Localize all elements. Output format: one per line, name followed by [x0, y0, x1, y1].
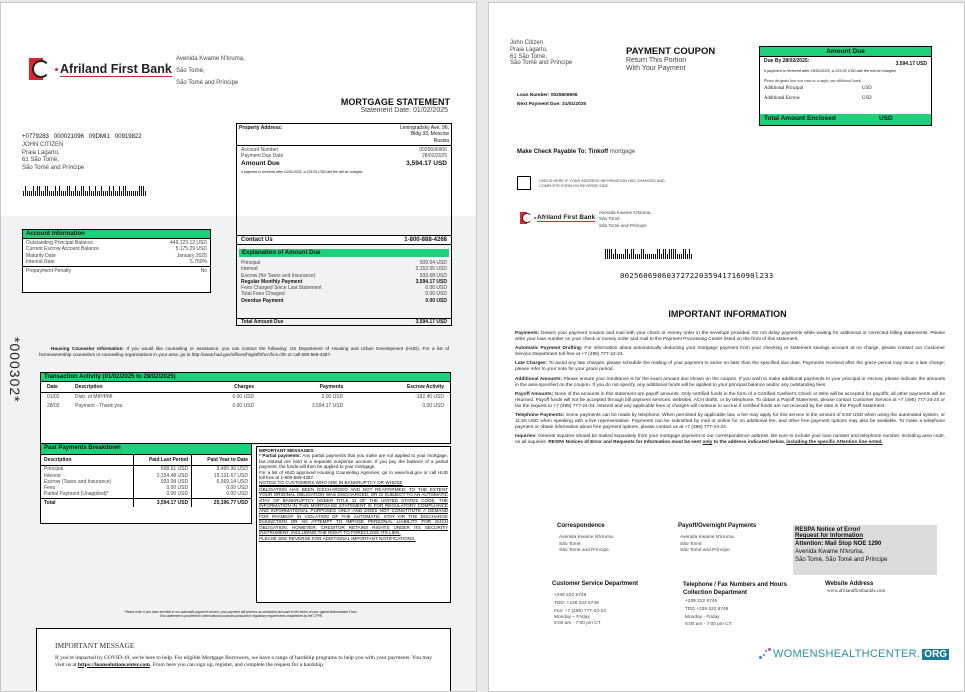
transaction-table [41, 382, 450, 410]
due-by-label: Due By 28/02/2025: [764, 58, 810, 64]
statement-page [0, 2, 477, 692]
coupon-due-amount: 3,594.17 USD [895, 61, 927, 67]
coupon-page [488, 2, 965, 692]
loan-number: Loan Number: 0025606906 [517, 93, 578, 98]
postal-barcode [23, 186, 146, 196]
transaction-activity-title: Transaction Activity (01/02/2025 to 28/02/2025) [41, 373, 450, 382]
past-payments-table [41, 455, 251, 507]
property-address-label: Property Address: [239, 125, 283, 131]
watermark: WOMENSHEALTHCENTER. ORG [759, 648, 949, 660]
account-number-label: Account Number [241, 147, 279, 153]
reverse-side-note: PLEASE SEE REVERSE FOR ADDITIONAL IMPORTANT NOTIFICATIONS. [259, 535, 416, 541]
bankruptcy-notice-text: OBLIGATION HAS BEEN DISCHARGED AND NOT REAFFIRMED: TO THE EXTENT YOUR ORIGINAL OBLIGATION WAS DISCHARGED, OR IS SUBJECT TO AN AUTOMATIC STAY OF BANKRUPTCY UNDER TITLE 11 OF THE UNITED STATES CODE, THE INFORMATION IN THIS MORTGAGE STATEMENT IS FOR REGULATORY COMPLIANCE AND INFORMATIONAL PURPOSES ONLY AND DOES NOT CONSTITUTE A DEMAND FOR PAYMENT IN VIOLATION OF THE AUTOMATIC STAY OR THE DISCHARGE INJUNCTION OR AN ATTEMPT TO IMPOSE PERSONAL LIABILITY FOR SUCH OBLIGATION. HOWEVER, CREDITOR RETAINS RIGHTS UNDER ITS SECURITY INSTRUMENT, INCLUDING THE RIGHT TO FORECLOSE ITS LIEN. [259, 486, 448, 536]
past-payments-box [40, 443, 252, 524]
designate-note: Please designate how you want us to apply any additional funds. [764, 78, 862, 83]
website-url[interactable]: www.afrilandfirstbankls.com [827, 589, 886, 594]
amount-due: 3,594.17 USD [406, 159, 447, 167]
property-box [236, 123, 452, 326]
important-info-sections [515, 331, 945, 447]
coupon-amount-due-title: Amount Due [760, 47, 931, 57]
statement-date: Statement Date: 01/02/2025 [360, 107, 448, 114]
address-change-checkbox[interactable] [517, 176, 531, 190]
statement-title: MORTGAGE STATEMENT [340, 97, 450, 107]
important-message-title: IMPORTANT MESSAGE [55, 641, 135, 650]
loan-solution-link[interactable]: https://loansolutioncenter.com [77, 661, 150, 668]
document-sequence-code: *000302* [7, 337, 23, 403]
late-fee-note: If payment is received after 01/01/2025, a 133.05 USD late fee will be charged. [241, 169, 364, 174]
transaction-row: 28/02 Payment - Thank you 0.00 USD 3,594.17 USD 0.00 USD [47, 402, 444, 409]
important-message-box [36, 628, 451, 692]
explanation-row: Regular Monthly Payment 3,594.17 USD [241, 278, 447, 285]
additional-principal-field[interactable]: Additional Principal USD [764, 85, 872, 91]
coupon-bank-address: Avenida Kwame N'kruma, São Tomé, São Tomé and Príncipe [599, 210, 652, 228]
loan-info [517, 91, 586, 109]
transaction-activity-box [40, 372, 451, 444]
bank-logo [29, 58, 172, 80]
contact-phone: 1-800-888-4268 [404, 237, 447, 243]
account-info-row: Current Escrow Account Balance 5,175.29 USD [26, 246, 207, 253]
info-section: Telephone Payments: Some payments can be made by telephone. When permitted by applicable law, a fee may apply for this service in the amount of 9.50 USD when using the automated system, or 11.50 USD when speaking with a live representative. Payments can be submitted by mail or online for no additional fee, and other free payment options may also be available. To make a telephone payment or obtain information about free payment options, please contact us at +7 (495) 777-24-24. [515, 413, 945, 431]
payoff-block: Payoff/Overnight Payments Avenida Kwame N'kruma, São Tomé, São Tomé and Príncipe [678, 523, 757, 553]
recipient-address: JOHN CITIZEN Praia Lagarto, 61 São Tomé, São Tomé and Príncipe [22, 142, 85, 171]
coupon-bank-logo: Afriland First Bank [520, 212, 595, 224]
past-payments-row: Partial Payment (Unapplied)* 0.00 USD 0.00 USD [41, 491, 251, 498]
correspondence-block: Correspondence Avenida Kwame N'kruma, São Tomé, São Tomé and Príncipe [557, 523, 614, 553]
explanation-row: Fees Charged Since Last Statement 0.00 USD [241, 285, 447, 292]
due-date: 28/02/2025 [421, 153, 447, 160]
hud-note: For a list of HUD approved Housing Counseling Agencies, go to www.hud.gov or call HUD toll free at 1-800-569-4287. [259, 469, 448, 481]
info-section-inquiries: Inquiries: General inquiries should be mailed separately from your mortgage payment to our correspondence address. Be sure to include your loan number and telephone number, including area code, on all inquiries. RESPA Notices of Error and Requests for Information must be sent only to the address indicated below, including the specific Attention line noted. [515, 434, 945, 446]
info-section: Late Charges: To avoid any late charges, please schedule the mailing of your payment to arrive no later than the specified due date. Payments received after the grace period may incur a late charge; please refer to your note for your grace period. [515, 361, 945, 373]
account-info-row: Interest Rate 5.750% [26, 258, 207, 265]
past-payments-row: Interest 2,154.48 USD 15,131.67 USD [41, 473, 251, 479]
coupon-subtitle: Return This Portion With Your Payment [626, 57, 687, 72]
past-payments-total-row: Total 3,594.17 USD 25,196.77 USD [41, 498, 251, 507]
past-payments-row: Fees 0.00 USD 0.00 USD [41, 485, 251, 491]
collection-block: Telephone / Fax Numbers and Hours Collection Department +239 222 6749 TDD +239 222 6749 Monday - Friday 8:00 am - 7:00 pm CT [683, 582, 787, 628]
explanation-table [239, 260, 449, 304]
account-info-box [22, 229, 211, 293]
customer-service-block: Customer Service Department +239 222 6749 TDD: +239 222 6749 Fax: +7 (495) 777-24-24 Monday – Friday 8:00 am - 7:00 pm CT [552, 581, 639, 627]
account-info-title: Account Information [23, 230, 210, 239]
total-amount-due-row: Total Amount Due 3,594.17 USD [237, 318, 451, 325]
respa-block: RESPA Notice of Error/ Request for Information Attention: Mail Stop NOE 1290 Avenida Kwame N'kruma, São Tomé, São Tomé and Príncipe [793, 525, 937, 575]
watermark-dots-icon [759, 648, 771, 660]
transaction-header-row: Date Description Charges Payments Escrow Activity [41, 382, 450, 393]
explanation-title: Explanation of Amount Due [239, 249, 449, 257]
coupon-barcode [605, 249, 692, 259]
account-number: 0025606906 [419, 147, 447, 153]
total-enclosed-row[interactable]: Total Amount Enclosed USD [760, 114, 931, 125]
housing-counselor-info: Housing Counselor Information: If you would like counseling or assistance, you can contact the following: US Department of Housing and Urban Development (HUD). For a list of homeownership counselors or counseling organizations in your area, go to http://www.hud.gov/offices/hsg/sfh/hcc/hcs.cfm or call 800-569-4287. [39, 346, 450, 357]
past-payments-row: Escrow (Taxes and Insurance) 933.08 USD 6,569.14 USD [41, 479, 251, 485]
account-info-row: Outstanding Principal Balance 449,123.12 USD [26, 240, 207, 246]
important-info-title: IMPORTANT INFORMATION [668, 309, 787, 319]
bank-address: Avenida Kwame N'kruma, São Tomé, São Tomé and Príncipe [176, 56, 245, 86]
transaction-row: 01/02 Disb. of MIP/PMI 0.00 USD 0.00 USD -182.40 USD [47, 394, 444, 401]
info-section: Payoff Amounts: None of the amounts in this statement are payoff amounts. Only certified funds in the form of a Certified Cashier's Check or Wire will be accepted for payoffs; all other payments will be returned. Payoff funds will not be accepted through bill payment services, websites, ACH drafts, or by telephone. To obtain a Payoff Statement, please contact Customer Service at +7 (495) 777-24-24 or fax the request to +7 (495) 777-24-24. Interest and any applicable fees or charges will continue to accrue if certified funds are not received by the date in the Payoff Statement. [515, 391, 945, 409]
footnote: Please note: If you have enrolled in our automatic payment service, your payment will process as scheduled pursuant to the terms of your signed Authorization Form. This statement is provided for informational purposes pursuant to regulatory requirements established by the CFPB. [124, 610, 358, 618]
address-change-label: CHECK HERE IF YOUR ADDRESS INFORMATION HAS CHANGED AND COMPLETE FORM ON REVERSE SIDE. [539, 179, 665, 188]
payable-to: Make Check Payable To: Tinkoff mortgage [517, 149, 636, 155]
explanation-row: Interest 2,152.05 USD [241, 266, 447, 273]
bankruptcy-notice-title: NOTICE TO CUSTOMERS WHO ARE IN BANKRUPTCY OR WHOSE [259, 480, 448, 486]
due-date-label: Payment Due Date [241, 153, 284, 160]
explanation-row: Escrow (for Taxes and Insurance) 933.08 USD [241, 272, 447, 279]
prepayment-penalty-label: Prepayment Penalty [26, 268, 72, 275]
additional-escrow-field[interactable]: Additional Escrow USD [764, 95, 872, 101]
respa-attention: Attention: Mail Stop NOE 1290 [795, 541, 882, 547]
important-messages-box: IMPORTANT MESSAGES: * Partial payments: Any partial payments that you make are not applied to your mortgage, but instead are held in a separate suspense account. If you pay the balance of a partial payment, the funds will then be applied to your mortgage. For a list of HUD approved Housing Counseling Agencies, go to www.hud.gov or call HUD toll free at 1-800-569-4287. NOTICE TO CUSTOMERS WHO ARE IN BANKRUPTCY OR WHOSE OBLIGATION HAS BEEN DISCHARGED AND NOT REAFFIRMED: TO THE EXTENT YOUR ORIGINAL OBLIGATION WAS DISCHARGED, OR IS SUBJECT TO AN AUTOMATIC STAY OF BANKRUPTCY UNDER TITLE 11 OF THE UNITED STATES CODE, THE INFORMATION IN THIS MORTGAGE STATEMENT IS FOR REGULATORY COMPLIANCE AND INFORMATIONAL PURPOSES ONLY AND DOES NOT CONSTITUTE A DEMAND FOR PAYMENT IN VIOLATION OF THE AUTOMATIC STAY OR THE DISCHARGE INJUNCTION OR AN ATTEMPT TO IMPOSE PERSONAL LIABILITY FOR SUCH OBLIGATION. HOWEVER, CREDITOR RETAINS RIGHTS UNDER ITS SECURITY INSTRUMENT, INCLUDING THE RIGHT TO FORECLOSE ITS LIEN. PLEASE SEE REVERSE FOR ADDITIONAL IMPORTANT NOTIFICATIONS. [256, 446, 451, 603]
info-section: Payments: Detach your payment coupon and mail with your check or money order in the envelope provided. Do not delay payments while waiting for additional or corrected billing statements. Please write your loan number on your check or money order and mail to the Payment Processing Center listed on the front of this statement. [515, 331, 945, 343]
explanation-row: Principal 509.04 USD [241, 260, 447, 266]
contact-row: Contact Us 1-800-888-4268 [237, 235, 451, 245]
bank-logo-mark-icon [29, 58, 43, 80]
coupon-amount-due-box [759, 46, 932, 126]
account-info-row: Maturity Date January 2025 [26, 252, 207, 259]
payer-address: John Citizen Praia Lagarto, 61 São Tomé, São Tomé and Príncipe [510, 40, 573, 67]
website-block: Website Address www.afrilandfirstbankls.com [825, 581, 886, 594]
bank-name: Afriland First Bank [60, 61, 172, 76]
prepayment-penalty-value: No [200, 268, 207, 275]
important-messages-title: IMPORTANT MESSAGES: [259, 448, 315, 453]
past-payments-row: Principal 508.61 USD 3,495.96 USD [41, 466, 251, 473]
past-payments-title: Past Payments Breakdown [41, 444, 251, 455]
next-payment-due: Next Payment Due: 31/01/2025 [517, 102, 587, 107]
explanation-row: Overdue Payment 0.00 USD [241, 297, 447, 304]
covid-message: If you're impacted by COVID-19, we're here to help. For eligible Mortgage Borrowers, we have a range of hardship programs to help you with your payments. You may visit us at https://loansolutioncenter.com. From here you can sign up, register, and complete the request for a hardship. [55, 655, 433, 668]
info-section: Additional Amounts: Please ensure your remittance is for the exact amount due shown on the coupon. If you wish to make additional payments to your principal or escrow, please indicate the amounts in the area specified on the coupon. If you do not specify, any additional funds will be applied to your principal balance and/or any outstanding fees. [515, 376, 945, 388]
explanation-row: Total Fees Charged 0.00 USD [241, 291, 447, 298]
micr-line: 00256069060372722035941716090l233 [620, 271, 774, 280]
amount-due-label: Amount Due [241, 159, 280, 167]
mailing-code: +0779283 000021096 09DMI1 00919822 [22, 134, 142, 140]
info-section: Automatic Payment Drafting: For information about automatically deducting your mortgage payment from your checking or statement savings account at no charge, please contact our Customer Service Department toll-free at +7 (495) 777-24-24. [515, 346, 945, 358]
coupon-title: PAYMENT COUPON [626, 46, 716, 57]
past-payments-header-row: Description Paid Last Period Paid Year to Date [41, 455, 251, 466]
coupon-late-note: If payment is received after 28/02/2025, a 133.05 USD late fee will be charged. [764, 69, 897, 73]
property-address: Leningradsky Ave, 96, Bldg 33, Moscow Russia [399, 125, 449, 144]
